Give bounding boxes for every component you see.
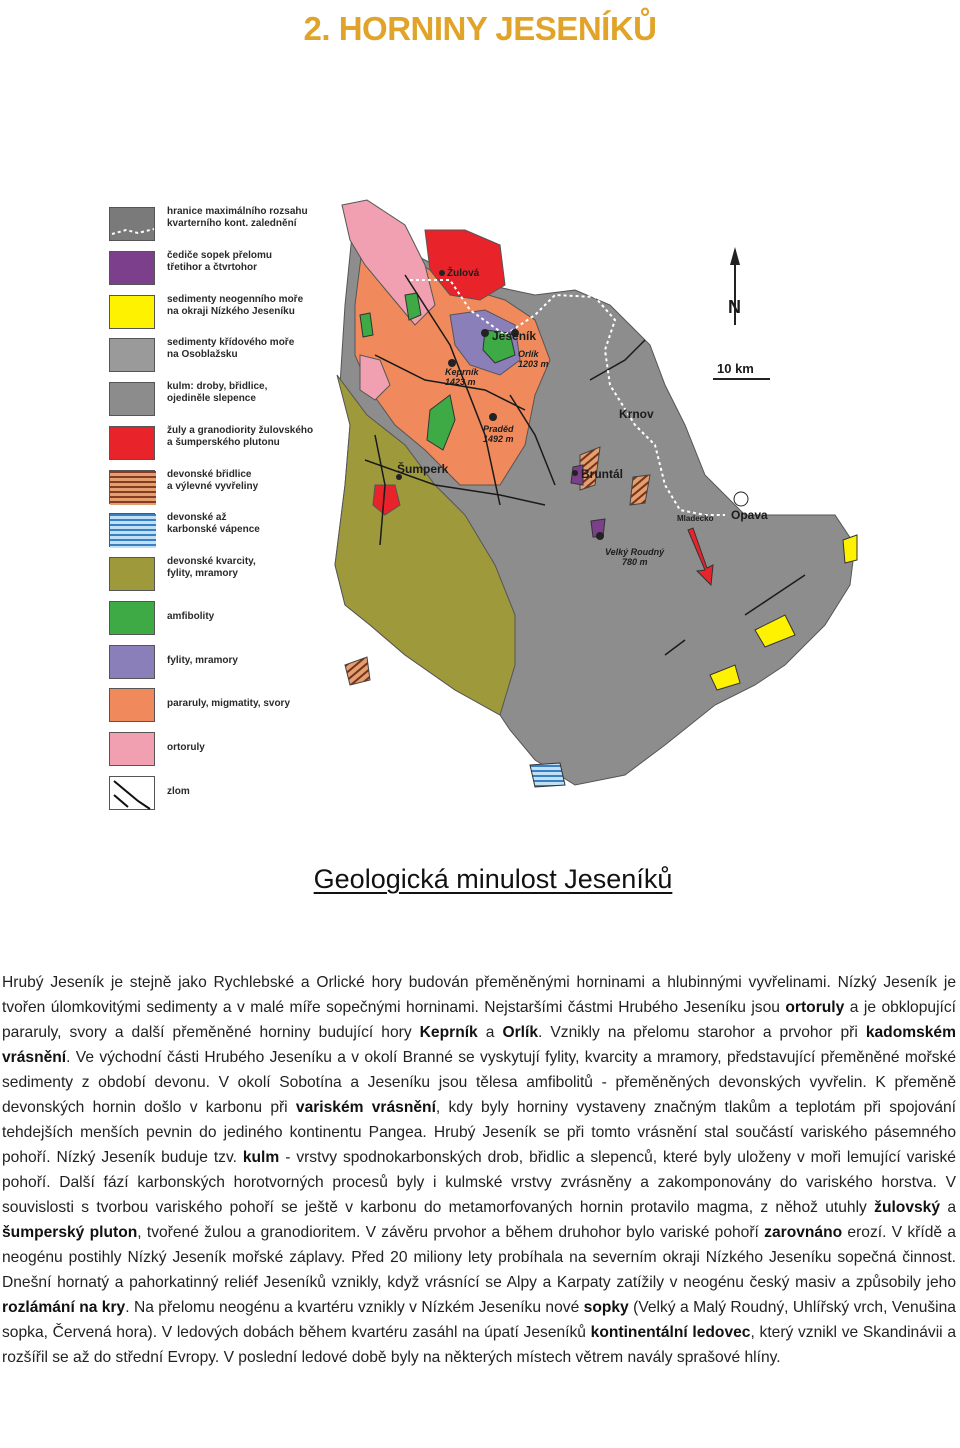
legend-swatch-amphibolite (109, 601, 155, 635)
text-run: (Velký a Malý Roudný, Uhlířský vrch, Venušina sopka, Červená hora). V ledových dobách během kvartéru zasáhl na úpatí Jeseníků (2, 1299, 956, 1341)
legend-swatch-cretaceous (109, 338, 155, 372)
legend-label: hranice maximálního rozsahu kvarterního kont. zalednění (167, 206, 308, 229)
text-run: , kdy byly horniny vystaveny značným tlakům a teplotám při spojování tehdejších menších pevnin do jediného kontinentu Pangea. Hrubý Jeseník se při tomto vrásnění stal součástí variského pásemného pohoří. Nízký Jeseník buduje tzv. (2, 1099, 956, 1166)
place-mladecko: Mladecko (677, 514, 714, 523)
legend-label: zlom (167, 786, 190, 797)
legend-label: kulm: droby, břidlice, ojediněle slepence (167, 381, 268, 404)
place-jesenik: Jeseník (492, 329, 537, 343)
legend-item (105, 382, 330, 418)
legend-swatch-phyllite (109, 645, 155, 679)
page-title: 2. HORNINY JESENÍKŮ (303, 10, 657, 47)
legend-label: žuly a granodiority žulovského a šumperského plutonu (167, 425, 314, 448)
text-run: , který vznikl ve Skandinávii a rozšířil se až do střední Evropy. V poslední ledové době byly na některých místech větrem navály sprašové hlíny. (2, 1324, 956, 1366)
geological-map-figure (105, 185, 875, 795)
text-run: a je obklopující pararuly, svory a další přeměněné horniny budující hory (2, 999, 957, 1041)
legend-label: devonské břidlice a výlevné vyvřeliny (167, 469, 259, 492)
legend-item (105, 601, 330, 637)
bold-term: variském vrásnění (295, 1099, 436, 1116)
place-orlik: Orlík (518, 349, 539, 359)
text-run: . Na přelomu neogénu a kvartéru vznikly v Nízkém Jeseníku nové (125, 1299, 584, 1316)
legend-item (105, 470, 330, 506)
place-keprnik-alt: 1423 m (445, 377, 476, 387)
bold-term: kontinentální ledovec (590, 1324, 751, 1341)
legend-label: fylity, mramory (167, 655, 238, 666)
bold-term: Keprník (419, 1024, 478, 1041)
neogene-1 (843, 535, 857, 563)
legend-swatch-fault (109, 776, 155, 810)
legend-swatch-granite (109, 426, 155, 460)
legend-label: sedimenty neogenního moře na okraji Nízkého Jeseníku (167, 294, 304, 317)
legend-item (105, 513, 330, 549)
legend-swatch-orthogneiss (109, 732, 155, 766)
text-run: . Ve východní části Hrubého Jeseníku a v okolí Branné se vyskytují fylity, kvarcity a mramory, představující přeměněné mořské sedimenty z období devonu. V okolí Sobotína a Jeseníku jsou tělesa amfibolitů - přeměněných devonských vyvřelin. K přeměně devonských hornin došlo v karbonu při (2, 1049, 956, 1116)
legend-item (105, 207, 330, 243)
text-run: a (477, 1024, 503, 1041)
legend-label: sedimenty křídového moře na Osoblažsku (167, 337, 295, 360)
legend-label: ortoruly (167, 742, 205, 753)
legend-item (105, 251, 330, 287)
bold-term: rozlámání na kry (2, 1299, 126, 1316)
text-run: erozí. V křídě a neogénu postihly Nízký Jeseník mořské záplavy. Před 20 miliony lety probíhala na severním okraji Nízkého Jeseníku sopečná činnost. Dnešní hornatý a pahorkatinný reliéf Jeseníků vznikly, když vrásnící se Alpy a Karpaty zatížily v neogénu český masiv a způsobily jeho (2, 1224, 956, 1291)
legend-item (105, 426, 330, 462)
legend-swatch-quaternary-boundary (109, 207, 155, 241)
bold-term: kulm (242, 1149, 280, 1166)
legend-item (105, 645, 330, 681)
text-run: a (940, 1199, 956, 1216)
section-heading: Geologická minulost Jeseníků (313, 864, 673, 894)
text-run: , tvořené žulou a granodioritem. V závěru prvohor a během druhohor bylo variské pohoří (137, 1224, 765, 1241)
text-run: . Vznikly na přelomu starohor a prvohor při (538, 1024, 866, 1041)
devonian-limestone (530, 763, 565, 787)
legend-swatch-neogene (109, 295, 155, 329)
devonian-shale-3 (345, 657, 370, 685)
legend-swatch-basalt (109, 251, 155, 285)
legend-swatch-devonian-limestone (109, 513, 155, 547)
scale-label: 10 km (717, 361, 754, 376)
legend-label: amfibolity (167, 611, 215, 622)
legend-swatch-culm (109, 382, 155, 416)
place-orlik-alt: 1203 m (518, 359, 549, 369)
bold-term: sopky (583, 1299, 629, 1316)
place-bruntal: Bruntál (581, 467, 623, 481)
text-run: Hrubý Jeseník je stejně jako Rychlebské a Orlické hory budován přeměněnými horninami a hlubinnými vyvřelinami. Nízký Jeseník je tvořen úlomkovitými sedimenty a v malé míře sopečnými horninami. Nejstaršími částmi Hrubého Jeseníku jsou (2, 974, 956, 1016)
place-sumperk: Šumperk (397, 462, 449, 476)
bold-term: kadomském vrásnění (2, 1024, 956, 1066)
legend-swatch-paragneiss (109, 688, 155, 722)
legend-item (105, 732, 330, 768)
legend-swatch-devonian-shale (109, 470, 155, 504)
place-praded: Praděd (483, 424, 514, 434)
place-keprnik: Keprník (445, 367, 479, 377)
legend-item (105, 557, 330, 593)
place-velky-roudny-alt: 780 m (622, 557, 648, 567)
legend-item (105, 295, 330, 331)
legend-label: devonské kvarcity, fylity, mramory (167, 556, 256, 579)
legend-label: pararuly, migmatity, svory (167, 698, 291, 709)
legend-label: čediče sopek přelomu třetihor a čtvrtohor (167, 250, 273, 273)
opava-marker (734, 492, 748, 506)
bold-term: ortoruly (785, 999, 845, 1016)
text-run: - vrstvy spodnokarbonských drob, břidlic a slepenců, které byly uloženy v moři lemující variské pohoří. Další fází karbonských horotvorných procesů byly i kulmské vrstvy zvrásněny a zakomponovány do variského horstva. V souvislosti s tvorbou variského pohoří se ještě v karbonu do metamorfovaných hornin protavilo magma, z něhož utuhly (2, 1149, 956, 1216)
bold-term: Orlík (502, 1024, 539, 1041)
bold-term: zarovnáno (764, 1224, 843, 1241)
legend-swatch-devonian-quartzite (109, 557, 155, 591)
place-krnov: Krnov (619, 407, 654, 421)
legend-item (105, 776, 330, 812)
bold-term: žulovský (874, 1199, 941, 1216)
place-velky-roudny: Velký Roudný (605, 547, 665, 557)
place-opava: Opava (731, 508, 768, 522)
bold-term: šumperský pluton (2, 1224, 138, 1241)
legend-label: devonské až karbonské vápence (167, 512, 260, 535)
body-paragraph (2, 970, 956, 1370)
legend-item (105, 688, 330, 724)
place-zulova: Žulová (447, 268, 480, 279)
north-label: N (728, 297, 741, 317)
legend-item (105, 338, 330, 374)
place-praded-alt: 1492 m (483, 434, 514, 444)
